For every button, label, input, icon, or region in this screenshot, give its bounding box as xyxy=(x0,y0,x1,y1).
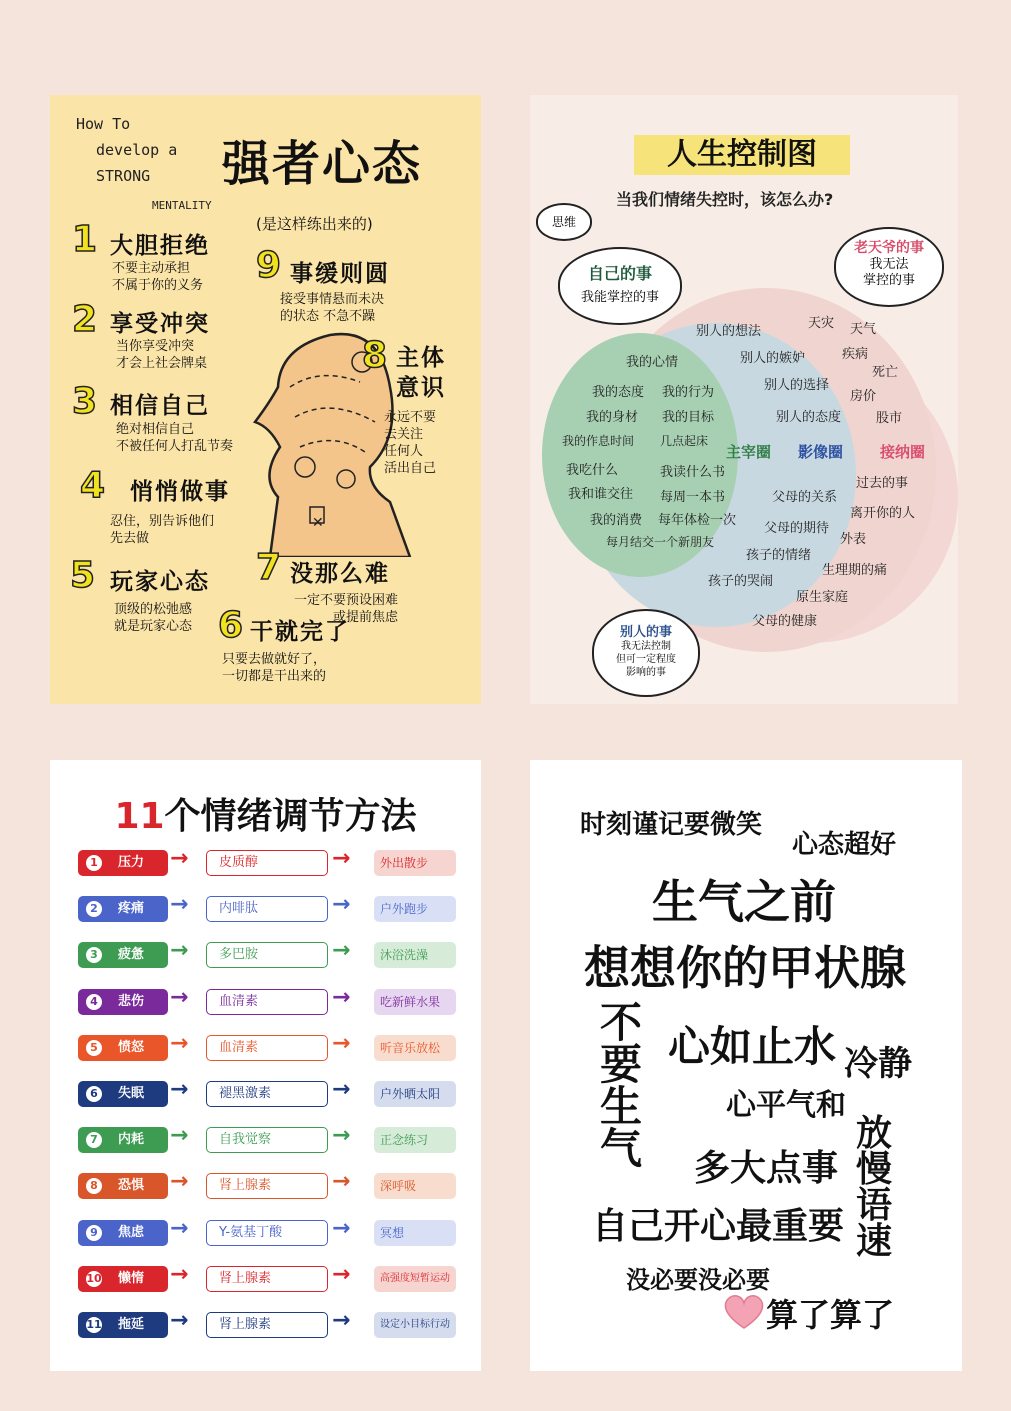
row-number-badge: 11 xyxy=(86,1318,102,1331)
item-1-text: 不要主动承担 不属于你的义务 xyxy=(112,261,204,293)
middle-word: 孩子的情绪 xyxy=(746,548,812,563)
circle-label-master: 主宰圈 xyxy=(726,443,772,461)
row-number-badge: 3 xyxy=(86,947,102,963)
calm-word: 心如止水 xyxy=(668,1022,837,1071)
right-arrow-icon: → xyxy=(332,938,351,964)
emotion-row xyxy=(78,984,458,1017)
outer-word: 外表 xyxy=(840,532,867,547)
right-arrow-icon: → xyxy=(332,846,351,871)
right-arrow-icon: → xyxy=(332,1123,351,1149)
emotion-label-text: 疲惫 xyxy=(118,947,145,963)
item-4-text: 忍住，别告诉他们 先去做 xyxy=(110,514,215,546)
middle-word: 别人的想法 xyxy=(696,324,762,339)
row-number-badge: 8 xyxy=(86,1178,102,1194)
hormone-box: 多巴胺 xyxy=(206,942,328,968)
en-line-2: develop a xyxy=(96,141,178,159)
life-control-poster xyxy=(530,95,958,704)
circle-label-influence: 影像圈 xyxy=(798,443,844,461)
inner-word: 我的消费 xyxy=(590,513,643,528)
activity-box: 高强度短暂运动 xyxy=(374,1266,456,1292)
right-arrow-icon: → xyxy=(170,1215,189,1241)
outer-word: 生理期的痛 xyxy=(822,563,888,578)
item-2-heading: 享受冲突 xyxy=(110,311,210,337)
item-8-number: 8 xyxy=(362,335,388,376)
activity-box: 听音乐放松 xyxy=(374,1035,456,1061)
calm-word: 没必要没必要 xyxy=(626,1266,770,1294)
calm-word: 时刻谨记要微笑 xyxy=(580,810,763,840)
emotion-label xyxy=(78,1081,168,1107)
outer-word: 疾病 xyxy=(842,347,869,362)
row-number-badge: 7 xyxy=(86,1132,102,1148)
outer-word: 房价 xyxy=(850,389,877,404)
emotion-row xyxy=(78,1030,458,1063)
emotion-label xyxy=(78,1220,168,1246)
emotion-row xyxy=(78,1261,458,1294)
calm-word: 生气之前 xyxy=(652,875,836,929)
item-9-text: 接受事情悬而未决 的状态 不急不躁 xyxy=(280,292,385,324)
emotion-label-text: 疼痛 xyxy=(118,901,145,917)
row-number-badge: 9 xyxy=(86,1225,102,1241)
svg-text:✕: ✕ xyxy=(312,515,324,531)
right-arrow-icon: → xyxy=(170,846,189,871)
outer-word: 死亡 xyxy=(872,365,899,380)
inner-word: 我的作息时间 xyxy=(562,434,635,448)
item-5-text: 顶级的松弛感 就是玩家心态 xyxy=(114,602,193,634)
right-arrow-icon: → xyxy=(332,1215,351,1241)
emotion-label xyxy=(78,1312,168,1338)
emotion-label-text: 悲伤 xyxy=(118,993,145,1009)
item-4-number: 4 xyxy=(80,465,106,506)
outer-word: 天气 xyxy=(850,322,877,337)
middle-word: 父母的关系 xyxy=(772,490,838,505)
inner-word: 每年体检一次 xyxy=(658,513,737,528)
calm-word: 冷静 xyxy=(844,1044,912,1084)
row-number-badge: 4 xyxy=(86,994,102,1010)
right-arrow-icon: → xyxy=(332,1261,351,1287)
row-number-badge: 1 xyxy=(86,855,102,871)
emotion-row xyxy=(78,938,458,970)
emotion-label-text: 懒惰 xyxy=(118,1270,145,1286)
item-9-heading: 事缓则圆 xyxy=(290,261,390,287)
middle-word: 别人的嫉妒 xyxy=(740,351,806,366)
activity-box: 设定小目标行动 xyxy=(374,1312,456,1338)
emotion-label-text: 焦虑 xyxy=(118,1224,145,1240)
inner-word: 我的身材 xyxy=(586,410,639,425)
calm-word: 算了算了 xyxy=(766,1296,895,1334)
inner-word: 我和谁交往 xyxy=(568,487,634,502)
emotion-label xyxy=(78,850,168,876)
outer-word: 天灾 xyxy=(808,316,835,331)
calm-words-poster xyxy=(530,760,962,1371)
self-bubble: 自己的事 我能掌控的事 xyxy=(558,247,682,325)
outer-word: 过去的事 xyxy=(856,476,909,491)
right-arrow-icon: → xyxy=(332,984,351,1010)
right-arrow-icon: → xyxy=(332,1308,351,1333)
item-6-heading: 干就完了 xyxy=(250,619,350,645)
god-bubble: 老天爷的事 我无法 掌控的事 xyxy=(834,227,944,307)
others-bubble: 别人的事 我无法控制 但可一定程度 影响的事 xyxy=(592,609,700,697)
inner-word: 我的心情 xyxy=(626,355,679,370)
emotion-label xyxy=(78,1035,168,1061)
item-9-number: 9 xyxy=(256,245,282,286)
right-arrow-icon: → xyxy=(170,1261,189,1287)
row-number-badge: 5 xyxy=(86,1040,102,1056)
right-arrow-icon: → xyxy=(170,892,189,918)
item-1-number: 1 xyxy=(72,219,98,260)
emotion-label-text: 愤怒 xyxy=(118,1039,145,1055)
middle-word: 别人的选择 xyxy=(764,378,830,393)
circle-label-accept: 接纳圈 xyxy=(880,443,926,461)
emotion-label xyxy=(78,896,168,922)
right-arrow-icon: → xyxy=(170,938,189,964)
middle-word: 孩子的哭闹 xyxy=(708,574,774,589)
middle-word: 父母的期待 xyxy=(764,521,830,536)
activity-box: 户外晒太阳 xyxy=(374,1081,456,1107)
hormone-box: Y-氨基丁酸 xyxy=(206,1220,328,1246)
en-line-3: STRONG xyxy=(96,167,151,185)
activity-box: 沐浴洗澡 xyxy=(374,942,456,968)
thinking-bubble: 思维 xyxy=(536,203,592,241)
emotion-row xyxy=(78,1077,458,1109)
control-title: 人生控制图 xyxy=(667,137,817,172)
item-8-heading: 主体 意识 xyxy=(396,345,446,401)
hormone-box: 内啡肽 xyxy=(206,896,328,922)
emotion-label xyxy=(78,942,168,968)
emotion-label-text: 内耗 xyxy=(118,1132,145,1148)
row-number-badge: 6 xyxy=(86,1086,102,1102)
item-4-heading: 悄悄做事 xyxy=(130,479,230,505)
item-5-heading: 玩家心态 xyxy=(110,569,210,595)
item-6-number: 6 xyxy=(218,605,244,646)
inner-word: 每周一本书 xyxy=(660,490,726,505)
activity-box: 正念练习 xyxy=(374,1127,456,1153)
emotion-row xyxy=(78,1169,458,1201)
heart-icon xyxy=(722,1294,766,1330)
item-7-text: 一定不要预设困难 或提前焦虑 xyxy=(294,593,399,625)
calm-word: 多大点事 xyxy=(694,1148,839,1189)
emotion-label xyxy=(78,1173,168,1199)
right-arrow-icon: → xyxy=(170,1308,189,1333)
hormone-box: 肾上腺素 xyxy=(206,1173,328,1199)
activity-box: 深呼吸 xyxy=(374,1173,456,1199)
activity-box: 吃新鲜水果 xyxy=(374,989,456,1015)
calm-word: 心态超好 xyxy=(792,830,897,860)
activity-box: 户外跑步 xyxy=(374,896,456,922)
right-arrow-icon: → xyxy=(332,1077,351,1102)
item-3-number: 3 xyxy=(72,381,98,422)
emotion-row xyxy=(78,1123,458,1155)
calm-word: 想想你的甲状腺 xyxy=(584,941,906,995)
hormone-box: 自我觉察 xyxy=(206,1127,328,1153)
control-question: 当我们情绪失控时，该怎么办? xyxy=(616,190,834,209)
right-arrow-icon: → xyxy=(170,1169,189,1195)
emotion-label xyxy=(78,1266,168,1292)
middle-word: 原生家庭 xyxy=(796,590,849,605)
right-arrow-icon: → xyxy=(332,1169,351,1195)
item-2-text: 当你享受冲突 才会上社会牌桌 xyxy=(116,339,208,371)
activity-box: 外出散步 xyxy=(374,850,456,876)
hormone-box: 肾上腺素 xyxy=(206,1266,328,1292)
inner-word: 我的目标 xyxy=(662,410,715,425)
hormone-box: 血清素 xyxy=(206,989,328,1015)
item-7-heading: 没那么难 xyxy=(290,561,390,587)
poster-subtitle: (是这样练出来的) xyxy=(256,215,373,233)
hormone-box: 褪黑激素 xyxy=(206,1081,328,1107)
en-line-1: How To xyxy=(76,115,131,133)
calm-word: 放慢语速 xyxy=(856,1113,893,1262)
right-arrow-icon: → xyxy=(332,892,351,918)
item-2-number: 2 xyxy=(72,299,98,340)
row-number-badge: 2 xyxy=(86,901,102,917)
en-line-4: MENTALITY xyxy=(152,199,212,212)
outer-word: 股市 xyxy=(876,411,903,426)
item-1-heading: 大胆拒绝 xyxy=(110,233,210,259)
item-8-text: 永远不要 去关注 任何人 活出自己 xyxy=(384,410,437,476)
calm-word: 心平气和 xyxy=(726,1088,846,1123)
emotion-row xyxy=(78,1308,458,1340)
right-arrow-icon: → xyxy=(170,1030,189,1056)
calm-word: 不要生气 xyxy=(600,998,643,1173)
hormone-box: 皮质醇 xyxy=(206,850,328,876)
item-6-text: 只要去做就好了， 一切都是干出来的 xyxy=(222,652,327,684)
poster-title: 强者心态 xyxy=(222,136,423,192)
calm-word: 自己开心最重要 xyxy=(592,1206,845,1247)
inner-word: 我读什么书 xyxy=(660,465,726,480)
emotion-label-text: 失眠 xyxy=(118,1086,145,1101)
activity-box: 冥想 xyxy=(374,1220,456,1246)
middle-word: 父母的健康 xyxy=(752,614,818,629)
emotion-label xyxy=(78,989,168,1015)
inner-word: 我吃什么 xyxy=(566,463,619,478)
right-arrow-icon: → xyxy=(170,984,189,1010)
inner-word: 我的态度 xyxy=(592,385,645,400)
item-5-number: 5 xyxy=(70,555,96,596)
inner-word: 几点起床 xyxy=(660,434,709,448)
emotion-label-text: 拖延 xyxy=(118,1317,145,1332)
right-arrow-icon: → xyxy=(332,1030,351,1056)
right-arrow-icon: → xyxy=(170,1123,189,1149)
row-number-badge: 10 xyxy=(86,1271,102,1285)
strong-mentality-poster xyxy=(50,95,481,704)
emotion-label-text: 恐惧 xyxy=(118,1178,145,1194)
emotion-row xyxy=(78,846,458,878)
right-arrow-icon: → xyxy=(170,1077,189,1102)
item-3-text: 绝对相信自己 不被任何人打乱节奏 xyxy=(116,422,234,454)
emotion-row xyxy=(78,1215,458,1248)
hormone-box: 血清素 xyxy=(206,1035,328,1061)
emotion-label xyxy=(78,1127,168,1153)
emotion-methods-poster xyxy=(50,760,481,1371)
inner-word: 我的行为 xyxy=(662,385,715,400)
inner-word: 每月结交一个新朋友 xyxy=(606,535,715,549)
item-7-number: 7 xyxy=(256,547,282,588)
emotion-title: 11个情绪调节方法 xyxy=(114,796,417,837)
item-3-heading: 相信自己 xyxy=(110,393,210,419)
hormone-box: 肾上腺素 xyxy=(206,1312,328,1338)
emotion-row xyxy=(78,892,458,924)
outer-word: 离开你的人 xyxy=(850,506,916,521)
emotion-label-text: 压力 xyxy=(118,855,145,870)
middle-word: 别人的态度 xyxy=(776,410,842,425)
